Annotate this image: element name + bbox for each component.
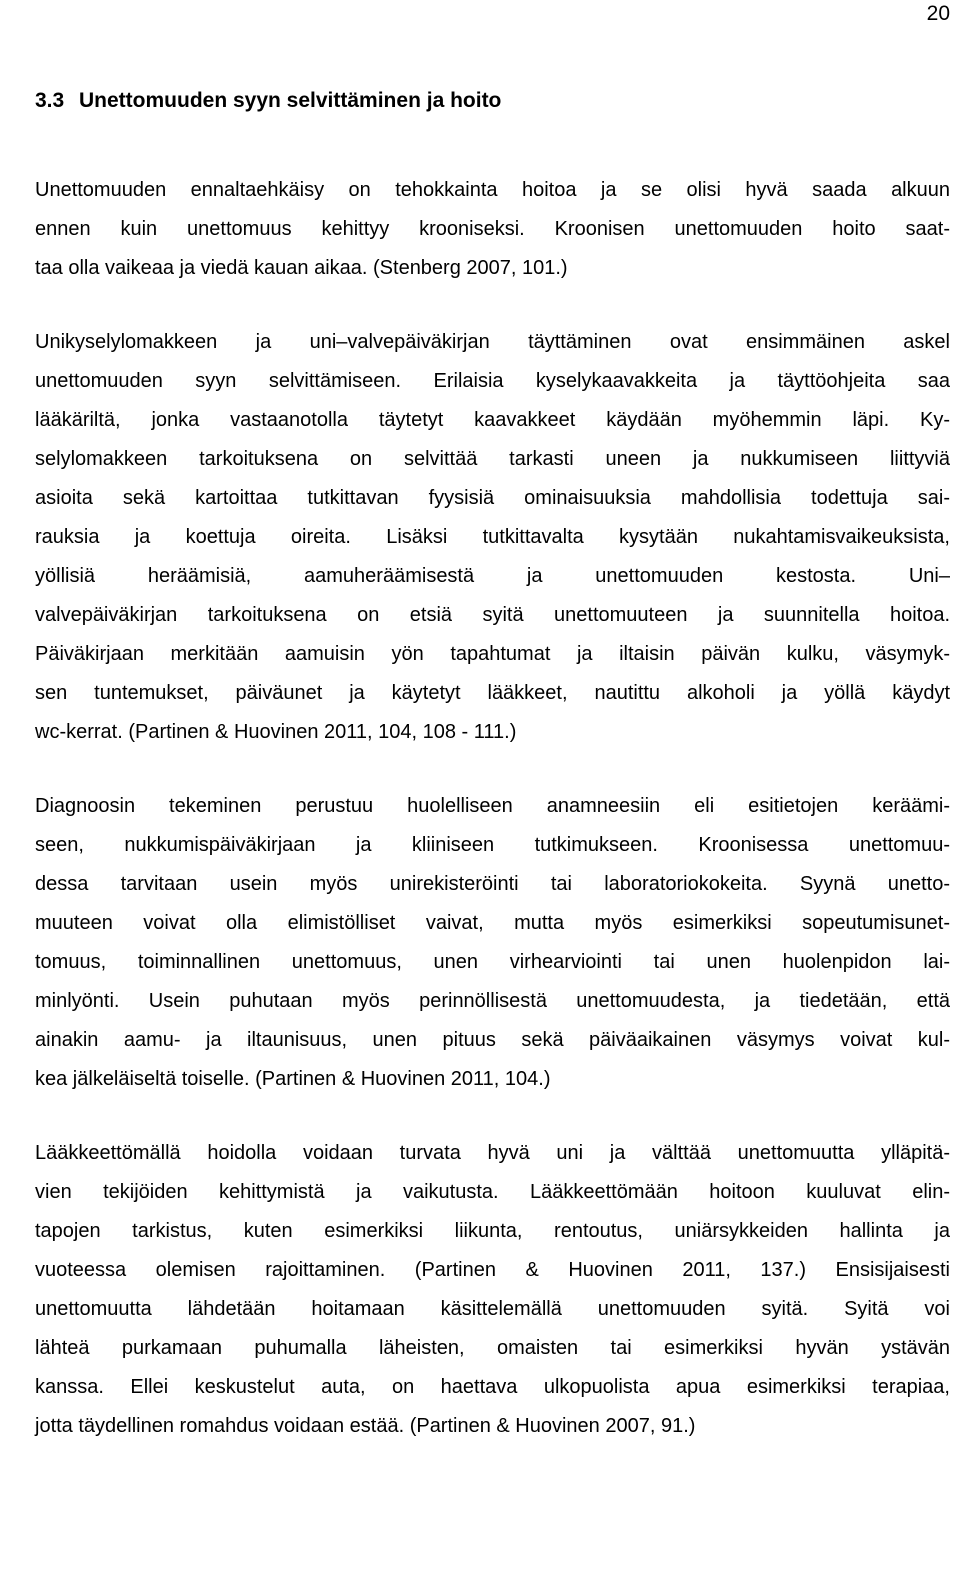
section-title: Unettomuuden syyn selvittäminen ja hoito bbox=[79, 89, 502, 112]
text-line: kanssa. Ellei keskustelut auta, on haettava ulkopuolista apua esimerkiksi terapiaa, bbox=[35, 1376, 950, 1398]
text-line: ennen kuin unettomuus kehittyy krooniseksi. Kroonisen unettomuuden hoito saat- bbox=[35, 218, 950, 240]
page-number: 20 bbox=[926, 2, 950, 25]
text-line: wc-kerrat. (Partinen & Huovinen 2011, 104, 108 - 111.) bbox=[35, 721, 517, 743]
text-line: dessa tarvitaan usein myös unirekisteröinti tai laboratoriokokeita. Syynä unetto- bbox=[35, 873, 950, 895]
text-line: lähteä purkamaan puhumalla läheisten, omaisten tai esimerkiksi hyvän ystävän bbox=[35, 1337, 950, 1359]
text-line: Päiväkirjaan merkitään aamuisin yön tapahtumat ja iltaisin päivän kulku, väsymyk- bbox=[35, 643, 950, 665]
text-line: vien tekijöiden kehittymistä ja vaikutusta. Lääkkeettömään hoitoon kuuluvat elin- bbox=[35, 1181, 950, 1203]
text-line: sen tuntemukset, päiväunet ja käytetyt lääkkeet, nautittu alkoholi ja yöllä käydyt bbox=[35, 682, 950, 704]
text-line: taa olla vaikeaa ja viedä kauan aikaa. (Stenberg 2007, 101.) bbox=[35, 257, 568, 279]
text-line: unettomuuden syyn selvittämiseen. Erilaisia kyselykaavakkeita ja täyttöohjeita saa bbox=[35, 370, 950, 392]
text-line: seen, nukkumispäiväkirjaan ja kliiniseen tutkimukseen. Kroonisessa unettomuu- bbox=[35, 834, 950, 856]
text-line: Diagnoosin tekeminen perustuu huolelliseen anamneesiin eli esitietojen keräämi- bbox=[35, 795, 950, 817]
text-line: tomuus, toiminnallinen unettomuus, unen virhearviointi tai unen huolenpidon lai- bbox=[35, 951, 950, 973]
text-line: selylomakkeen tarkoituksena on selvittää tarkasti uneen ja nukkumiseen liittyviä bbox=[35, 448, 950, 470]
text-line: ainakin aamu- ja iltaunisuus, unen pituus sekä päiväaikainen väsymys voivat kul- bbox=[35, 1029, 950, 1051]
text-line: asioita sekä kartoittaa tutkittavan fyysisiä ominaisuuksia mahdollisia todettuja sai- bbox=[35, 487, 950, 509]
text-line: muuteen voivat olla elimistölliset vaivat, mutta myös esimerkiksi sopeutumisunet- bbox=[35, 912, 950, 934]
text-line: Lääkkeettömällä hoidolla voidaan turvata hyvä uni ja välttää unettomuutta ylläpitä- bbox=[35, 1142, 950, 1164]
text-line: rauksia ja koettuja oireita. Lisäksi tutkittavalta kysytään nukahtamisvaikeuksista, bbox=[35, 526, 950, 548]
text-line: valvepäiväkirjan tarkoituksena on etsiä syitä unettomuuteen ja suunnitella hoitoa. bbox=[35, 604, 950, 626]
text-line: vuoteessa olemisen rajoittaminen. (Partinen & Huovinen 2011, 137.) Ensisijaisesti bbox=[35, 1259, 950, 1281]
text-line: Unettomuuden ennaltaehkäisy on tehokkainta hoitoa ja se olisi hyvä saada alkuun bbox=[35, 179, 950, 201]
text-line: yöllisiä heräämisiä, aamuheräämisestä ja unettomuuden kestosta. Uni– bbox=[35, 565, 950, 587]
text-line: kea jälkeläiseltä toiselle. (Partinen & Huovinen 2011, 104.) bbox=[35, 1068, 551, 1090]
text-line: tapojen tarkistus, kuten esimerkiksi liikunta, rentoutus, uniärsykkeiden hallinta ja bbox=[35, 1220, 950, 1242]
text-line: unettomuutta lähdetään hoitamaan käsittelemällä unettomuuden syitä. Syitä voi bbox=[35, 1298, 950, 1320]
text-line: Unikyselylomakkeen ja uni–valvepäiväkirjan täyttäminen ovat ensimmäinen askel bbox=[35, 331, 950, 353]
text-line: minlyönti. Usein puhutaan myös perinnöllisestä unettomuudesta, ja tiedetään, että bbox=[35, 990, 950, 1012]
text-line: lääkäriltä, jonka vastaanotolla täytetyt kaavakkeet käydään myöhemmin läpi. Ky- bbox=[35, 409, 950, 431]
text-line: jotta täydellinen romahdus voidaan estää. (Partinen & Huovinen 2007, 91.) bbox=[35, 1415, 696, 1437]
section-heading bbox=[35, 84, 501, 118]
section-number: 3.3 bbox=[35, 89, 65, 112]
